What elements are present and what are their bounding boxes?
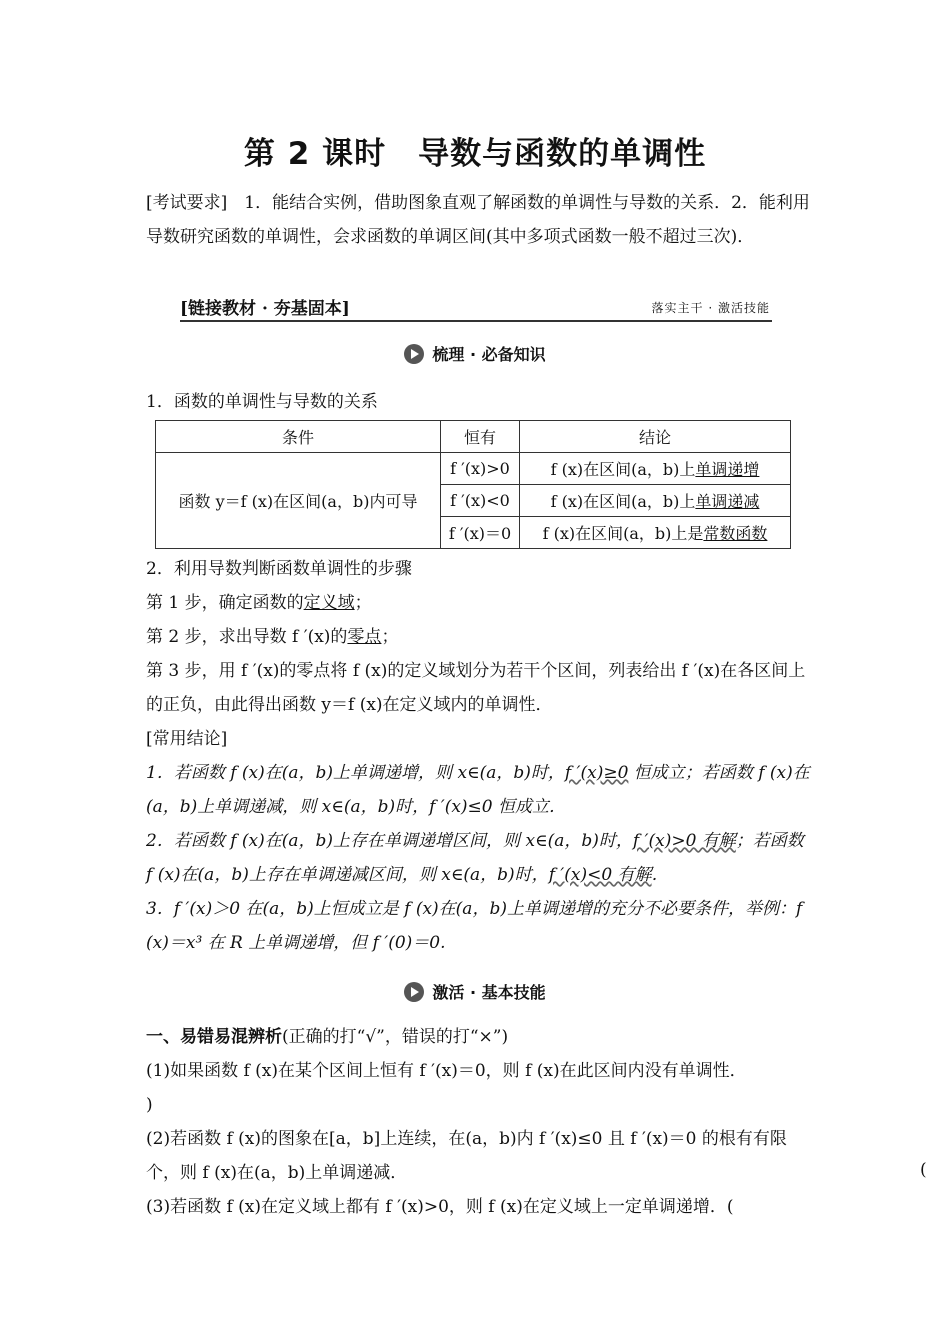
derivative-cell: f ′(x)<0 [441, 485, 520, 517]
result-cell [520, 485, 791, 517]
result-text: f (x)在区间(a，b)上 [550, 460, 696, 479]
common-conclusions-tag: [常用结论] [146, 729, 228, 749]
result-key: 常数函数 [703, 524, 768, 543]
result-key: 单调递增 [695, 460, 760, 479]
step-2 [146, 620, 811, 654]
item1-title: 1．函数的单调性与导数的关系 [146, 392, 378, 412]
header-condition: 条件 [156, 421, 441, 453]
conclusion-2-key1: f ′(x)>0 有解 [632, 831, 736, 851]
conclusion-1-b: 恒成立；若函数 f (x)在(a，b)上单调递减，则 x∈(a，b)时，f ′(x)≤0 恒成立． [146, 763, 810, 817]
section1-heading-text: 梳理 · 必备知识 [432, 345, 546, 364]
question-1: (1)如果函数 f (x)在某个区间上恒有 f ′(x)＝0，则 f (x)在此区间内没有单调性． [146, 1061, 747, 1081]
conclusion-1-a: 1．若函数 f (x)在(a，b)上单调递增，则 x∈(a，b)时， [146, 763, 565, 783]
page-title: 第 2 课时 导数与函数的单调性 [243, 136, 707, 172]
part1-title: 一、易错易混辨析 [146, 1027, 282, 1047]
section1-heading [0, 342, 950, 365]
conclusion-2-c: ． [651, 865, 669, 885]
conclusion-2 [146, 824, 811, 892]
derivative-cell: f ′(x)>0 [441, 453, 520, 485]
step-2-key: 零点 [347, 627, 382, 647]
step-1-post: ； [354, 593, 372, 613]
condition-cell: 函数 y＝f (x)在区间(a，b)内可导 [156, 453, 441, 549]
conclusion-1 [146, 756, 811, 824]
step-1-text: 第 1 步，确定函数的 [146, 593, 304, 613]
section-banner [180, 294, 772, 322]
header-always: 恒有 [441, 421, 520, 453]
item2-title: 2．利用导数判断函数单调性的步骤 [146, 559, 412, 579]
play-icon [404, 344, 424, 364]
part1-heading [146, 1020, 811, 1054]
part1-hint: (正确的打“√”，错误的打“×”) [282, 1027, 509, 1047]
section2-heading-text: 激活 · 基本技能 [432, 983, 546, 1002]
conclusion-3: 3．f ′(x)＞0 在(a，b)上恒成立是 f (x)在(a，b)上单调递增的充分不必要条件，举例：f (x)＝x³ 在 R 上单调递增，但 f ′(0)＝0. [146, 899, 803, 953]
conclusion-1-key: f ′(x)≥0 [564, 763, 629, 783]
question-2-paren: ( [920, 1160, 927, 1180]
result-cell [520, 453, 791, 485]
monotonicity-table [155, 420, 791, 549]
step-1 [146, 586, 811, 620]
steps-block [146, 552, 811, 960]
table-row [156, 453, 791, 485]
banner-right: 落实主干 · 激活技能 [651, 301, 770, 315]
result-key: 单调递减 [695, 492, 760, 511]
banner-left: [链接教材 · 夯基固本] [180, 299, 350, 319]
section2-heading [0, 980, 950, 1003]
derivative-cell: f ′(x)＝0 [441, 517, 520, 549]
exam-requirements [146, 186, 811, 254]
result-cell [520, 517, 791, 549]
question-1-tail: ) [146, 1095, 153, 1115]
result-text: f (x)在区间(a，b)上是 [542, 524, 704, 543]
requirements-tag: [考试要求] [146, 193, 228, 213]
question-3: (3)若函数 f (x)在定义域上都有 f ′(x)>0，则 f (x)在定义域上一定单调递增．( [146, 1197, 734, 1217]
header-conclusion: 结论 [520, 421, 791, 453]
play-icon [404, 982, 424, 1002]
step-1-key: 定义域 [303, 593, 355, 613]
step-2-text: 第 2 步，求出导数 f ′(x)的 [146, 627, 348, 647]
conclusion-2-key2: f ′(x)<0 有解 [548, 865, 652, 885]
result-text: f (x)在区间(a，b)上 [550, 492, 696, 511]
conclusion-2-b: ；若函数 f (x)在(a，b)上存在单调递减区间，则 x∈(a，b)时， [146, 831, 804, 885]
question-2: (2)若函数 f (x)的图象在[a，b]上连续，在(a，b)内 f ′(x)≤0 且 f ′(x)＝0 的根有有限个，则 f (x)在(a，b)上单调递减． [146, 1129, 787, 1183]
step-2-post: ； [381, 627, 399, 647]
table-header-row [156, 421, 791, 453]
requirements-text: 1．能结合实例，借助图象直观了解函数的单调性与导数的关系．2．能利用导数研究函数的单调性，会求函数的单调区间(其中多项式函数一般不超过三次)． [146, 193, 810, 247]
questions-block [146, 1020, 811, 1224]
conclusion-2-a: 2．若函数 f (x)在(a，b)上存在单调递增区间，则 x∈(a，b)时， [146, 831, 633, 851]
step-3: 第 3 步，用 f ′(x)的零点将 f (x)的定义域划分为若干个区间，列表给出 f ′(x)在各区间上的正负，由此得出函数 y＝f (x)在定义域内的单调性． [146, 661, 806, 715]
